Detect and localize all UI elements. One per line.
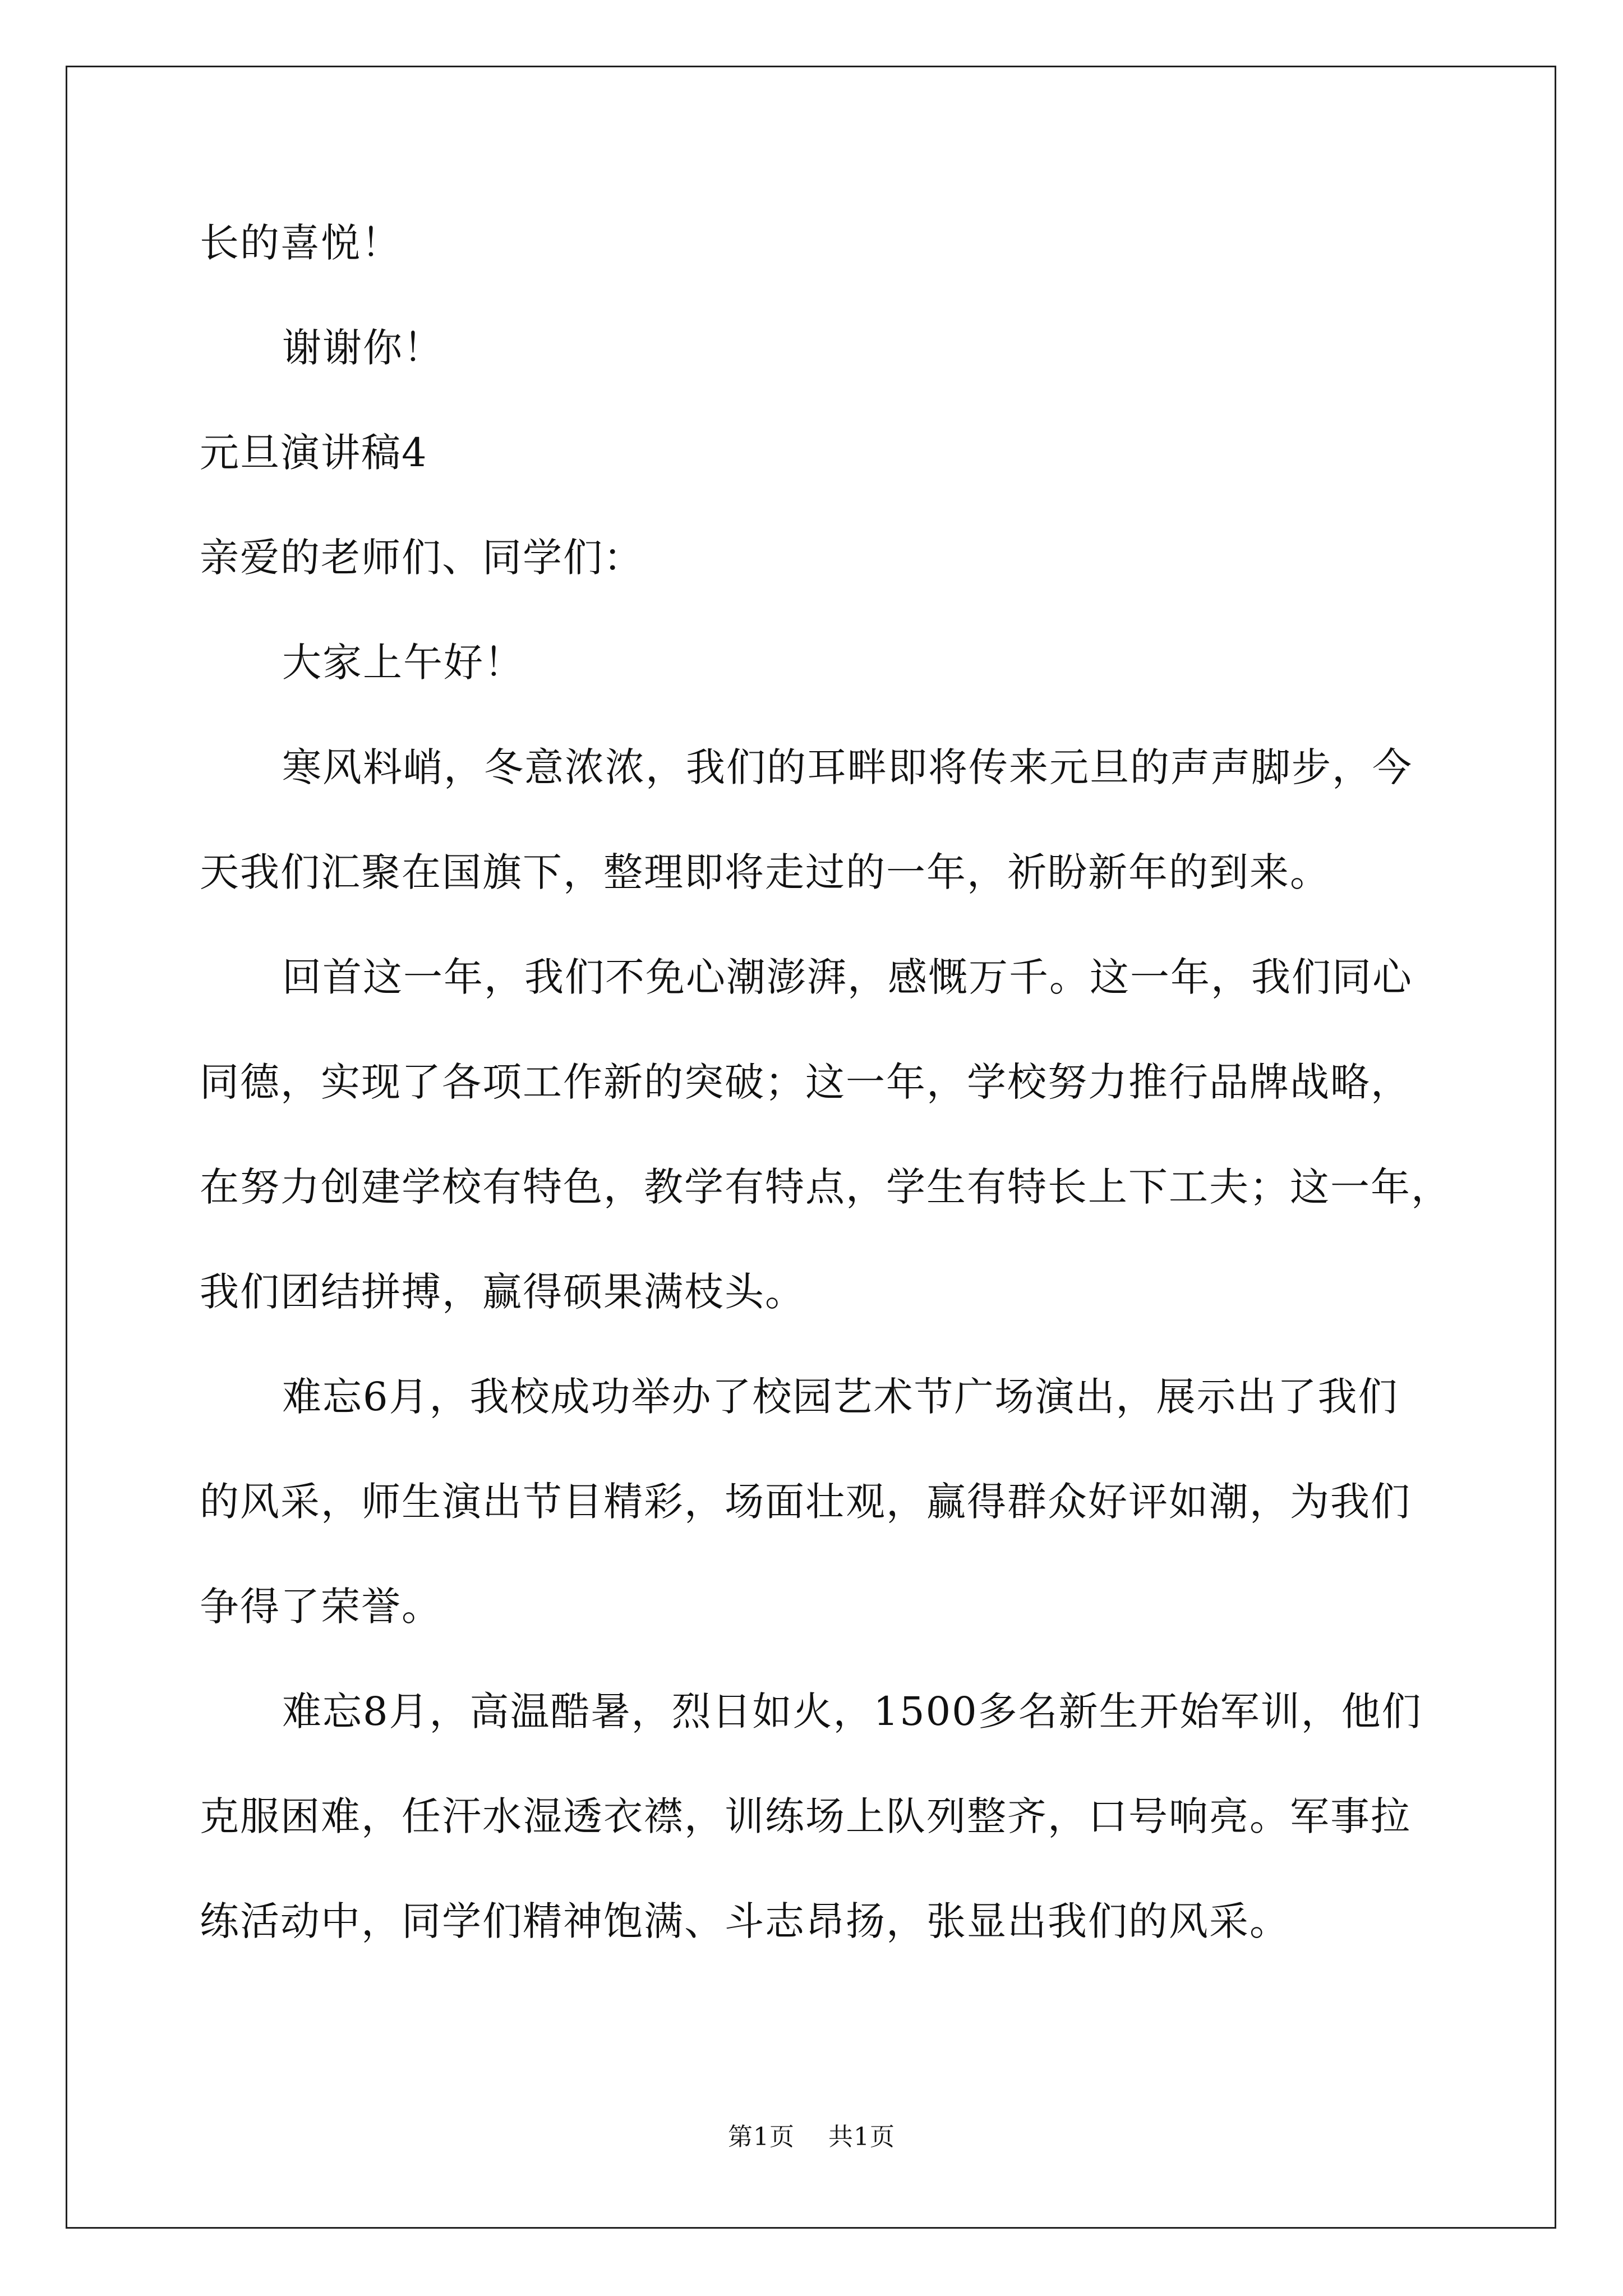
salutation: 亲爱的老师们、同学们： [200, 535, 644, 581]
text-line: 争得了荣誉。 [200, 1584, 442, 1630]
page-total: 共1页 [828, 2123, 895, 2151]
section-heading: 元旦演讲稿4 [200, 430, 428, 476]
text-line: 的风采，师生演出节目精彩，场面壮观，赢得群众好评如潮，为我们 [200, 1479, 1411, 1525]
text-line: 练活动中，同学们精神饱满、斗志昂扬，张显出我们的风采。 [200, 1898, 1290, 1944]
text-line: 我们团结拼搏，赢得硕果满枝头。 [200, 1269, 805, 1315]
text-line: 在努力创建学校有特色，教学有特点，学生有特长上下工夫；这一年， [200, 1164, 1451, 1210]
text-line: 同德，实现了各项工作新的突破；这一年，学校努力推行品牌战略， [200, 1059, 1411, 1105]
text-line: 难忘6月，我校成功举办了校园艺术节广场演出，展示出了我们 [282, 1374, 1399, 1420]
text-line: 难忘8月，高温酷暑，烈日如火，1500多名新生开始军训，他们 [282, 1688, 1422, 1734]
page-footer [0, 2120, 1623, 2154]
text-line: 谢谢你！ [282, 325, 444, 371]
page-number: 第1页 [728, 2123, 795, 2151]
text-line: 回首这一年，我们不免心潮澎湃，感慨万千。这一年，我们同心 [282, 954, 1413, 1000]
document-body [200, 191, 1467, 1974]
text-line: 天我们汇聚在国旗下，整理即将走过的一年，祈盼新年的到来。 [200, 849, 1330, 895]
text-line: 长的喜悦！ [200, 220, 402, 266]
text-line: 寒风料峭，冬意浓浓，我们的耳畔即将传来元旦的声声脚步，今 [282, 744, 1413, 790]
text-line: 克服困难，任汗水湿透衣襟，训练场上队列整齐，口号响亮。军事拉 [200, 1793, 1411, 1839]
greeting: 大家上午好！ [282, 639, 524, 685]
